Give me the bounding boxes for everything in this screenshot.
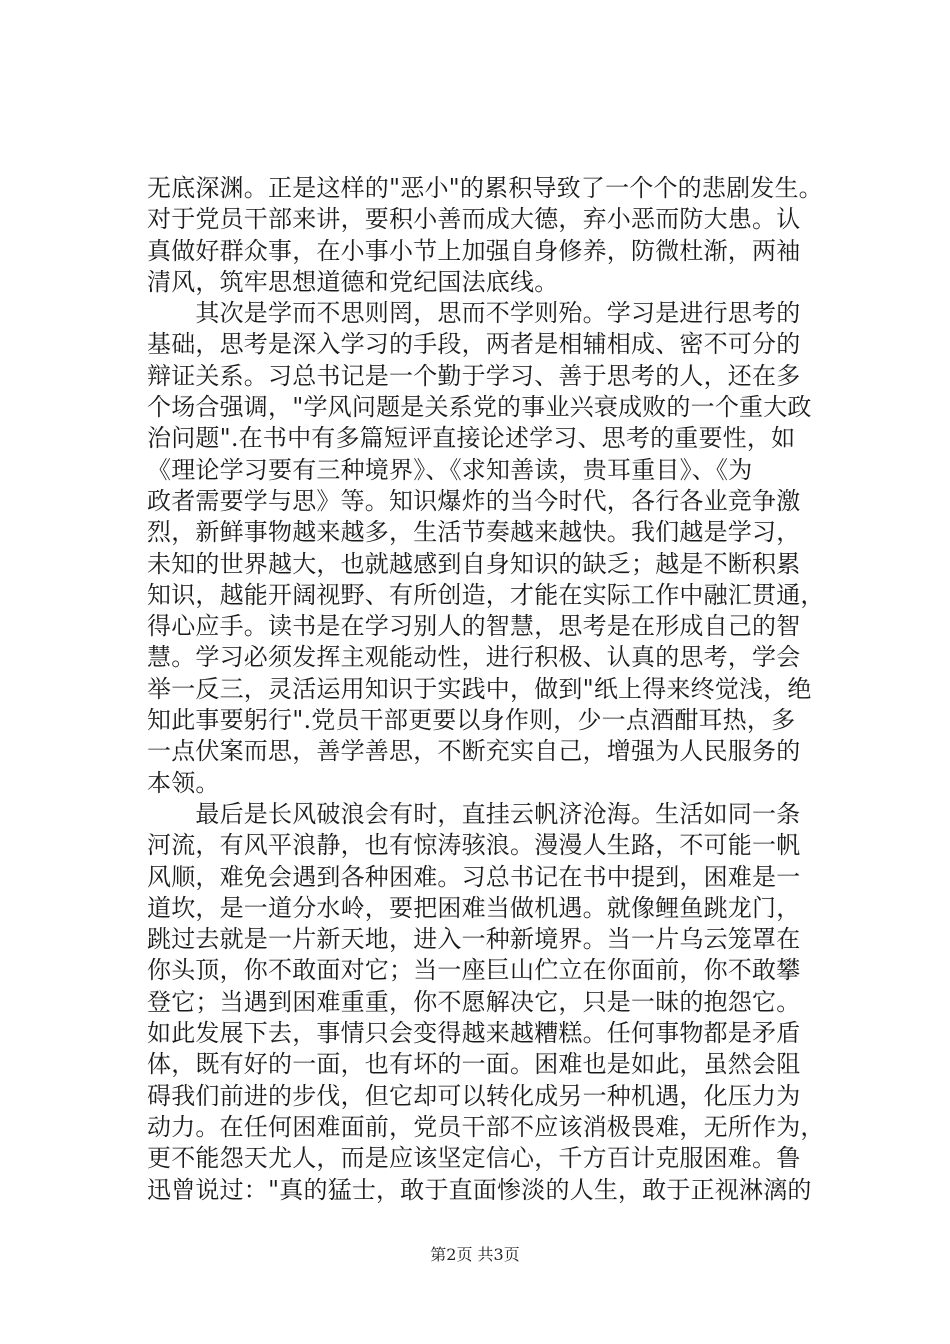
text-line: 一点伏案而思，善学善思，不断充实自己，增强为人民服务的 <box>147 737 801 766</box>
text-line: 你头顶，你不敢面对它；当一座巨山伫立在你面前，你不敢攀 <box>147 956 801 985</box>
text-line: 跳过去就是一片新天地，进入一种新境界。当一片乌云笼罩在 <box>147 925 801 954</box>
text-line: 清风，筑牢思想道德和党纪国法底线。 <box>147 267 559 296</box>
text-line: 真做好群众事，在小事小节上加强自身修养，防微杜渐，两袖 <box>147 236 801 265</box>
page-number-footer: 第2页 共3页 <box>430 1245 520 1264</box>
text-line: 风顺，难免会遇到各种困难。习总书记在书中提到，困难是一 <box>147 862 801 891</box>
text-line: 举一反三，灵活运用知识于实践中，做到"纸上得来终觉浅，绝 <box>147 674 812 703</box>
text-line: 碍我们前进的步伐，但它却可以转化成另一种机遇，化压力为 <box>147 1081 801 1110</box>
text-line: 基础，思考是深入学习的手段，两者是相辅相成、密不可分的 <box>147 330 801 359</box>
document-body <box>147 173 837 1206</box>
text-line: 政者需要学与思》等。知识爆炸的当今时代，各行各业竞争激 <box>147 486 801 515</box>
text-line: 更不能怨天尤人，而是应该坚定信心，千方百计克服困难。鲁 <box>147 1144 801 1173</box>
text-line: 其次是学而不思则罔，思而不学则殆。学习是进行思考的 <box>147 299 801 328</box>
text-line: 治问题".在书中有多篇短评直接论述学习、思考的重要性，如 <box>147 424 796 453</box>
text-line: 未知的世界越大，也就越感到自身知识的缺乏；越是不断积累 <box>147 549 801 578</box>
text-line: 登它；当遇到困难重重，你不愿解决它，只是一昧的抱怨它。 <box>147 987 801 1016</box>
text-line: 道坎，是一道分水岭，要把困难当做机遇。就像鲤鱼跳龙门， <box>147 893 801 922</box>
text-line: 无底深渊。正是这样的"恶小"的累积导致了一个个的悲剧发生。 <box>147 174 823 202</box>
text-line: 如此发展下去，事情只会变得越来越糟糕。任何事物都是矛盾 <box>147 1019 801 1048</box>
text-line: 河流，有风平浪静，也有惊涛骇浪。漫漫人生路，不可能一帆 <box>147 831 801 860</box>
text-line: 烈，新鲜事物越来越多，生活节奏越来越快。我们越是学习， <box>147 518 801 547</box>
text-line: 知识，越能开阔视野、有所创造，才能在实际工作中融汇贯通， <box>147 580 825 609</box>
text-line: 辩证关系。习总书记是一个勤于学习、善于思考的人，还在多 <box>147 361 801 390</box>
text-line: 最后是长风破浪会有时，直挂云帆济沧海。生活如同一条 <box>147 799 801 828</box>
text-line: 个场合强调，"学风问题是关系党的事业兴衰成败的一个重大政 <box>147 393 812 422</box>
text-line: 体，既有好的一面，也有坏的一面。困难也是如此，虽然会阻 <box>147 1050 801 1079</box>
text-line: 迅曾说过："真的猛士，敢于直面惨淡的人生，敢于正视淋漓的 <box>147 1175 812 1204</box>
text-line: 本领。 <box>147 768 220 797</box>
text-line: 动力。在任何困难面前，党员干部不应该消极畏难，无所作为， <box>147 1112 825 1141</box>
text-line: 知此事要躬行".党员干部更要以身作则，少一点酒酣耳热，多 <box>147 706 796 735</box>
text-line: 《理论学习要有三种境界》、《求知善读，贵耳重目》、《为 <box>147 455 753 484</box>
text-line: 慧。学习必须发挥主观能动性，进行积极、认真的思考，学会 <box>147 643 801 672</box>
text-line: 对于党员干部来讲，要积小善而成大德，弃小恶而防大患。认 <box>147 205 801 234</box>
text-line: 得心应手。读书是在学习别人的智慧，思考是在形成自己的智 <box>147 612 801 641</box>
